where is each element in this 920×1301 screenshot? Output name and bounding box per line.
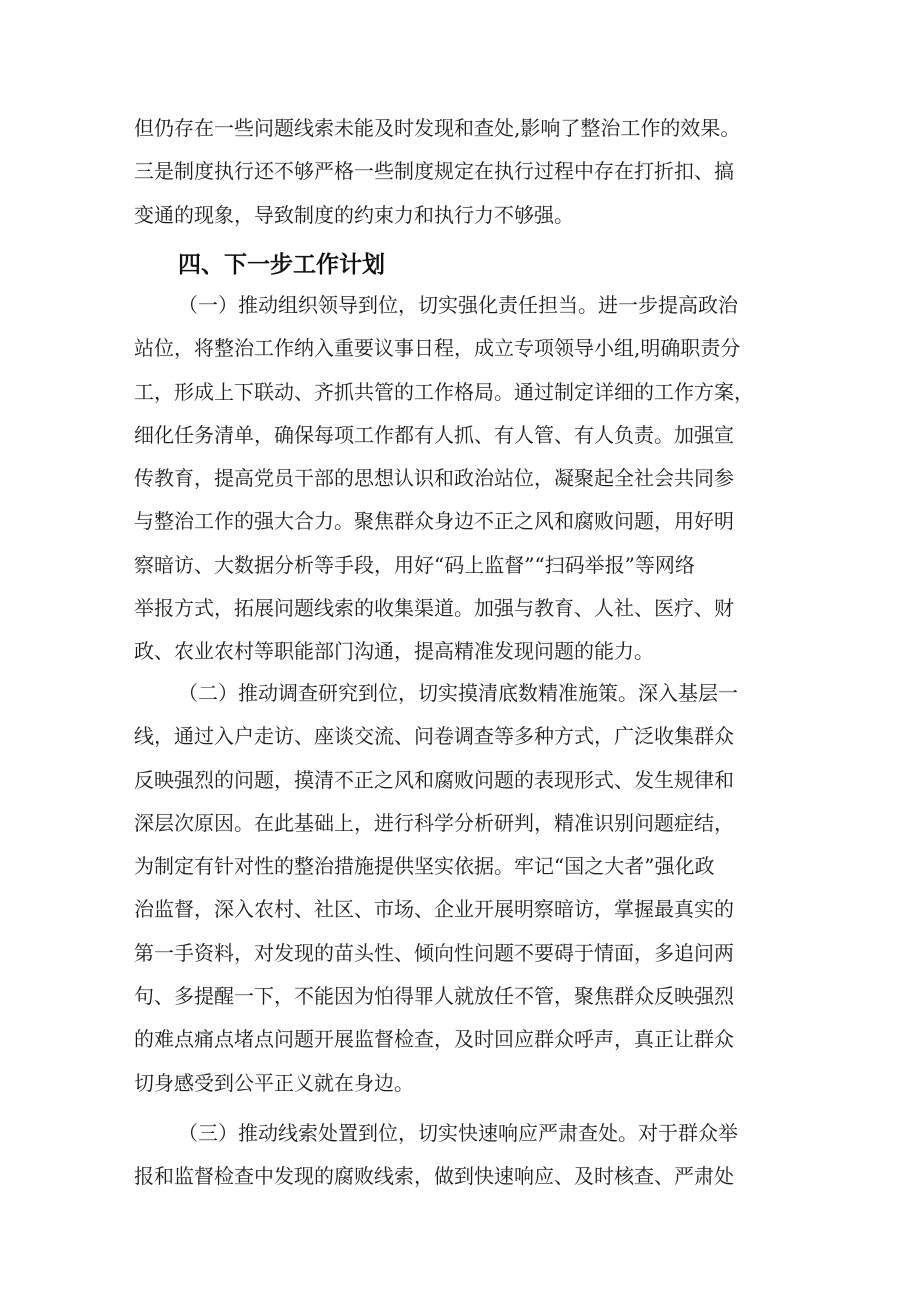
section-heading: 四、下一步工作计划 [178, 252, 385, 278]
text-line: 的难点痛点堵点问题开展监督检查，及时回应群众呼声，真正让群众 [134, 1027, 734, 1052]
text-line: 与整治工作的强大合力。聚焦群众身边不正之风和腐败问题，用好明 [134, 509, 734, 534]
text-line: 切身感受到公平正义就在身边。 [134, 1070, 414, 1095]
text-line: 深层次原因。在此基础上，进行科学分析研判，精准识别问题症结， [134, 810, 734, 835]
paragraph-1 [134, 284, 794, 674]
text-line: 反映强烈的问题，摸清不正之风和腐败问题的表现形式、发生规律和 [134, 767, 734, 792]
text-line: 为制定有针对性的整治措施提供坚实依据。牢记“国之大者”强化政 [134, 854, 715, 879]
text-line: （三）推动线索处置到位，切实快速响应严肃查处。对于群众举 [178, 1121, 738, 1145]
text-line: （一）推动组织领导到位，切实强化责任担当。进一步提高政治 [178, 293, 738, 317]
text-line: 报和监督检查中发现的腐败线索，做到快速响应、及时核查、严肃处 [134, 1164, 734, 1189]
text-line: 句、多提醒一下，不能因为怕得罪人就放任不管，聚焦群众反映强烈 [134, 984, 734, 1009]
text-line: 但仍存在一些问题线索未能及时发现和查处,影响了整治工作的效果。 [134, 116, 741, 140]
text-line: 传教育，提高党员干部的思想认识和政治站位，凝聚起全社会共同参 [134, 466, 734, 491]
text-line: 察暗访、大数据分析等手段，用好“码上监督”“扫码举报”等网络 [134, 552, 695, 577]
text-line: 三是制度执行还不够严格一些制度规定在执行过程中存在打折扣、搞 [134, 159, 734, 184]
paragraph-3 [134, 1112, 794, 1199]
paragraph-2 [134, 672, 794, 1105]
text-line: 变通的现象，导致制度的约束力和执行力不够强。 [134, 202, 574, 227]
text-line: （二）推动调查研究到位，切实摸清底数精准施策。深入基层一 [178, 681, 738, 705]
text-line: 举报方式，拓展问题线索的收集渠道。加强与教育、人社、医疗、财 [134, 596, 734, 621]
text-line: 治监督，深入农村、社区、市场、企业开展明察暗访，掌握最真实的 [134, 897, 734, 922]
top-paragraph [134, 107, 794, 237]
text-line: 细化任务清单，确保每项工作都有人抓、有人管、有人负责。加强宣 [134, 422, 734, 447]
text-line: 线，通过入户走访、座谈交流、问卷调查等多种方式，广泛收集群众 [134, 724, 734, 749]
text-line: 工，形成上下联动、齐抓共管的工作格局。通过制定详细的工作方案， [134, 379, 754, 404]
text-line: 政、农业农村等职能部门沟通，提高精准发现问题的能力。 [134, 639, 654, 664]
text-line: 站位，将整治工作纳入重要议事日程，成立专项领导小组,明确职责分 [134, 336, 741, 361]
text-line: 第一手资料，对发现的苗头性、倾向性问题不要碍于情面，多追问两 [134, 940, 734, 965]
